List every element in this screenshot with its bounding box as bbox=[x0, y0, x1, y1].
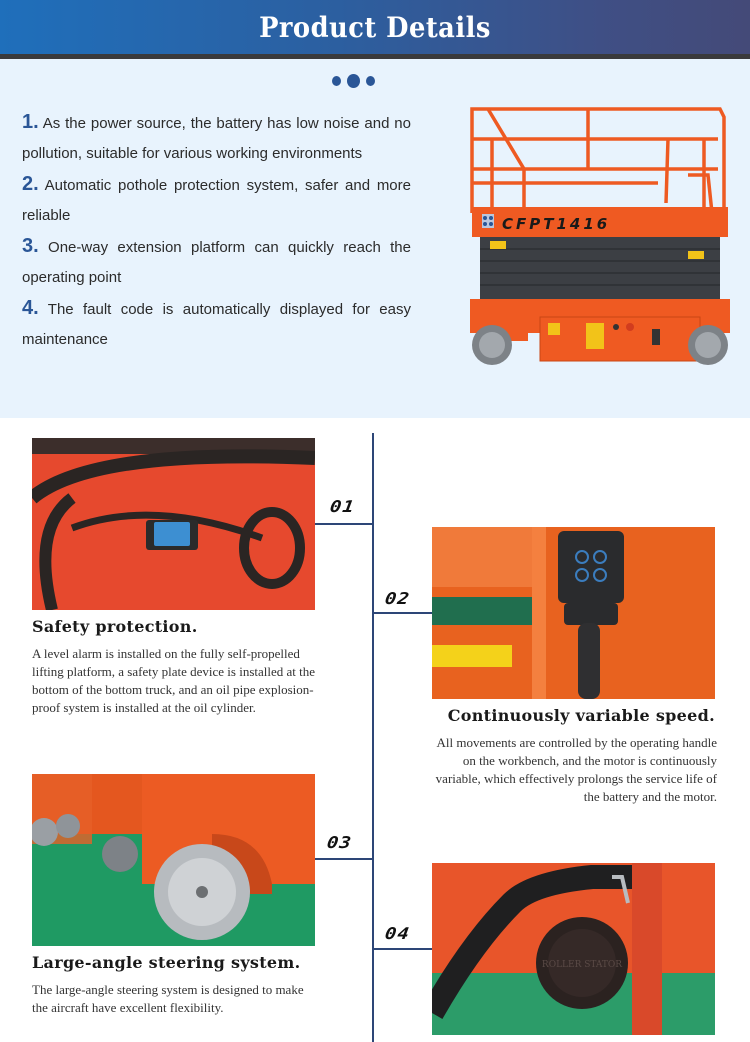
step-02-description: All movements are controlled by the operating handle on the workbench, and the motor is continuously variable, which effectively prolongs the service life of the battery and the motor. bbox=[435, 735, 717, 804]
step-04-connector bbox=[373, 948, 432, 950]
page-title: Product Details bbox=[259, 10, 491, 44]
step-03-title: Large-angle steering system. bbox=[32, 953, 301, 972]
feature-list bbox=[22, 107, 411, 355]
step-02-label: 02 bbox=[383, 589, 412, 609]
intro-section bbox=[0, 59, 750, 418]
step-01-connector bbox=[315, 523, 373, 525]
step-02-connector bbox=[373, 612, 432, 614]
decorative-dots-icon bbox=[332, 74, 375, 88]
feature-item: 3. One-way extension platform can quickly reach the operating point bbox=[22, 235, 411, 286]
step-03-description: The large-angle steering system is designed to make the aircraft have excellent flexibility. bbox=[32, 982, 304, 1015]
step-01-label: 01 bbox=[328, 497, 357, 517]
step-03-connector bbox=[315, 858, 373, 860]
feature-item: 4. The fault code is automatically displayed for easy maintenance bbox=[22, 297, 411, 348]
step-04-label: 04 bbox=[383, 924, 412, 944]
step-01-title: Safety protection. bbox=[32, 617, 198, 636]
safety-alarm-photo bbox=[32, 438, 315, 610]
step-02-title: Continuously variable speed. bbox=[447, 706, 715, 725]
step-01-description: A level alarm is installed on the fully self-propelled lifting platform, a safety plate device is installed at the bottom of the bottom truck, and an oil pipe explosion-proof system is installed at the oil cylinder. bbox=[32, 646, 316, 715]
step-03-label: 03 bbox=[325, 833, 354, 853]
svg-text:CFPT1416: CFPT1416 bbox=[502, 215, 611, 233]
hydraulic-motor-photo bbox=[432, 863, 715, 1035]
svg-text:ROLLER STATOR: ROLLER STATOR bbox=[541, 960, 623, 970]
feature-item: 2. Automatic pothole protection system, safer and more reliable bbox=[22, 173, 411, 224]
steering-wheel-photo bbox=[32, 774, 315, 946]
joystick-control-photo bbox=[432, 527, 715, 699]
scissor-lift-image bbox=[468, 103, 730, 368]
feature-item: 1. As the power source, the battery has low noise and no pollution, suitable for various working environments bbox=[22, 111, 411, 162]
page-header bbox=[0, 0, 750, 54]
